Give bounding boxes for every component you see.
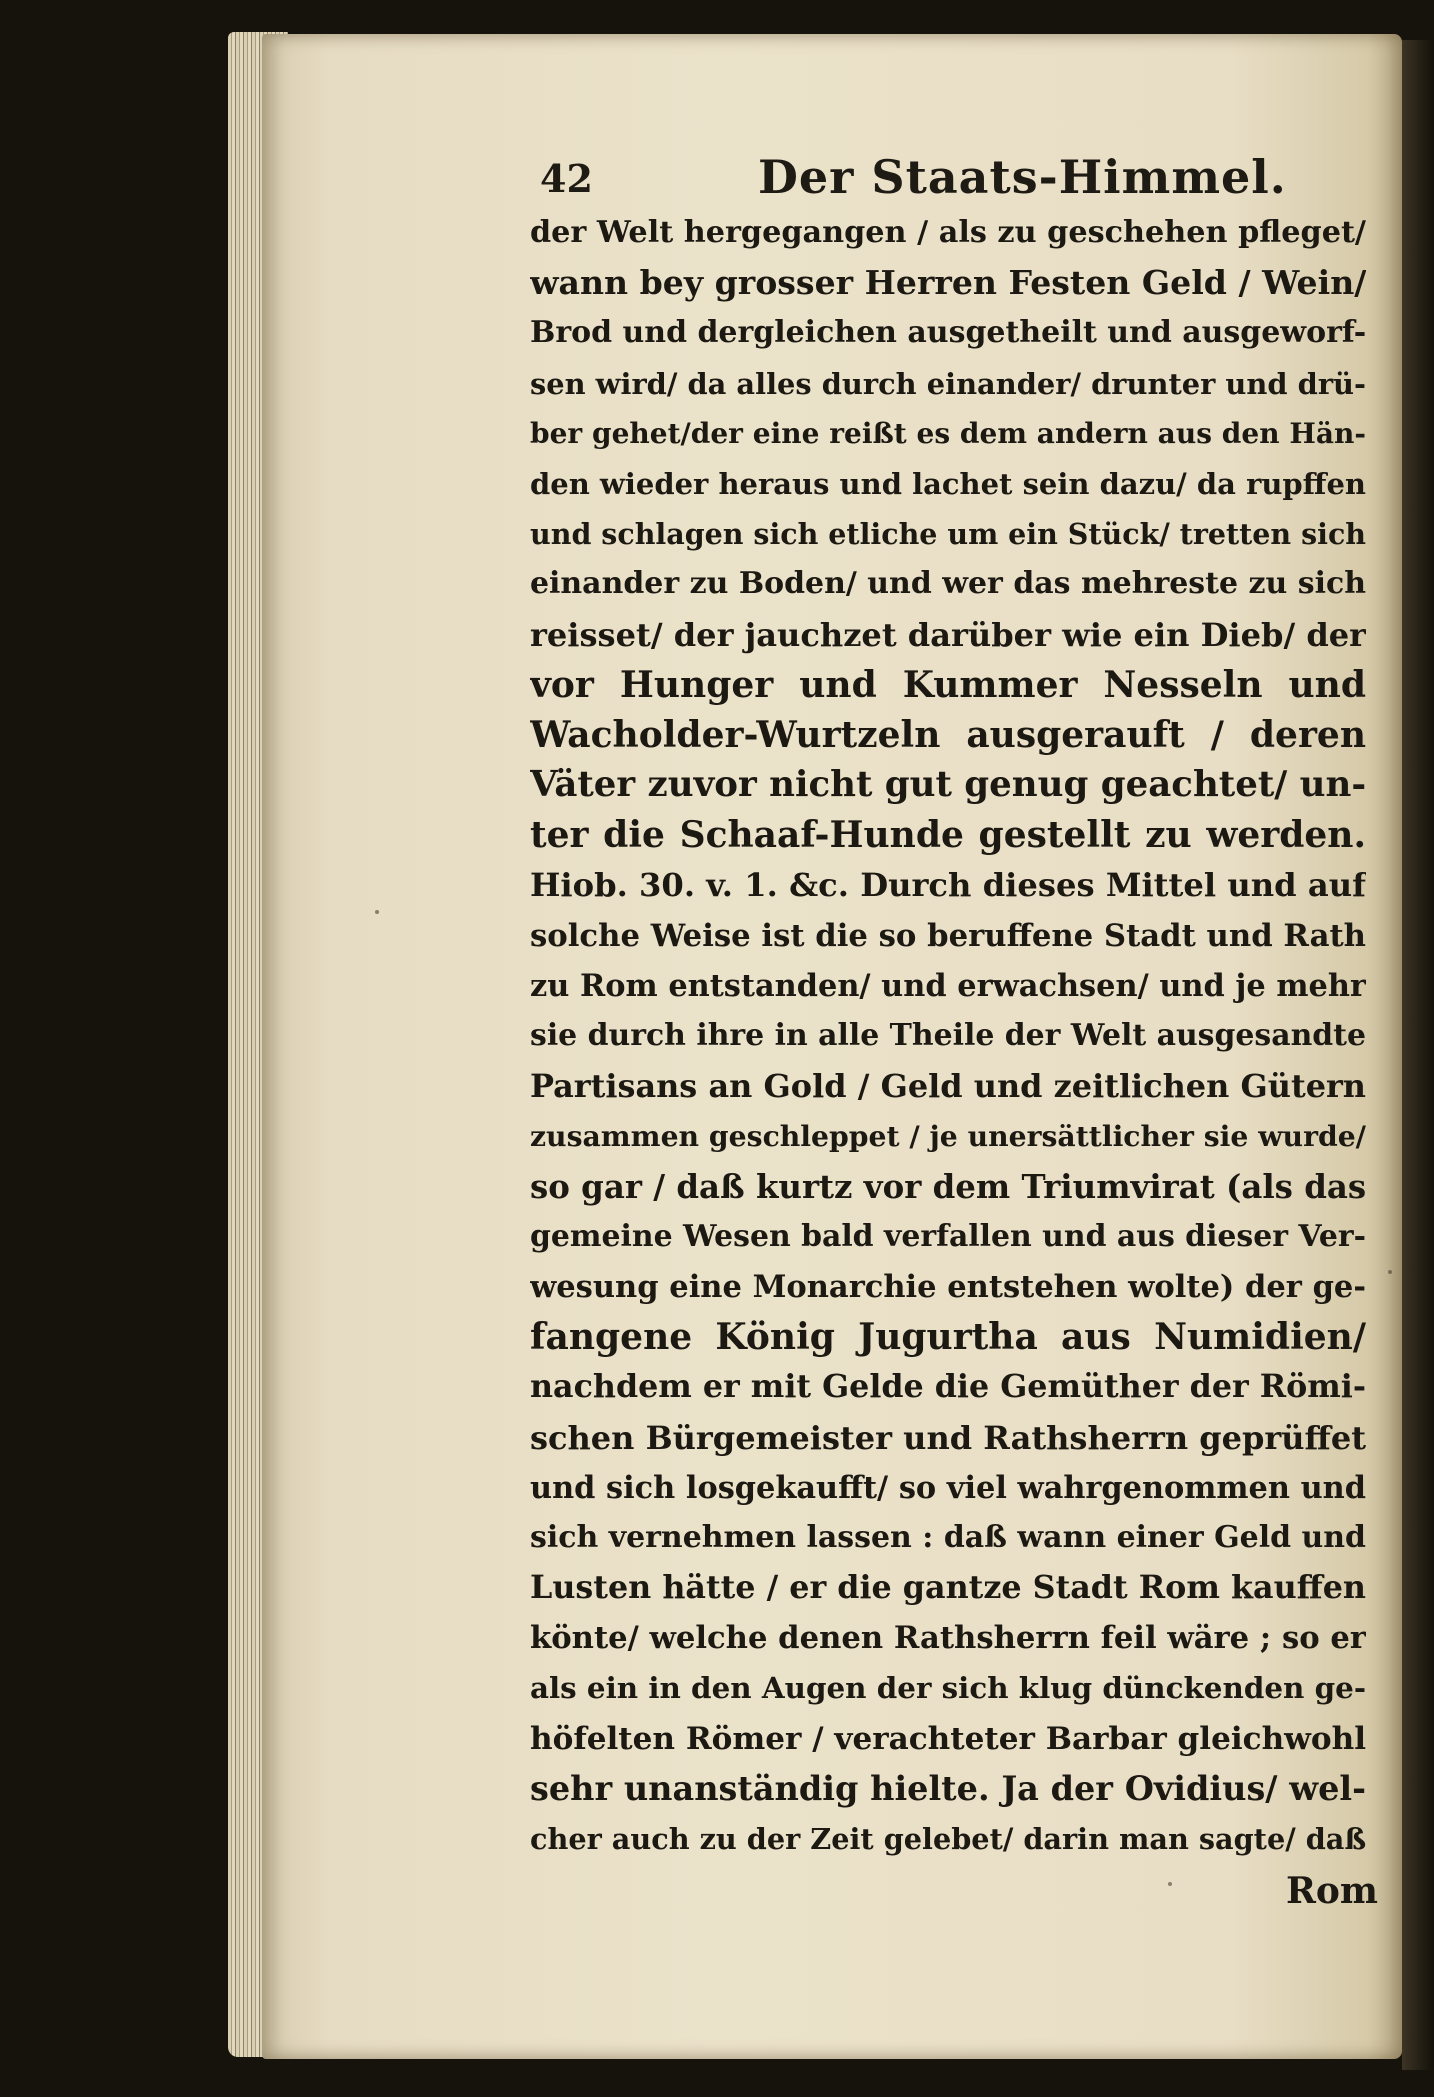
text-line: sehr unanständig hielte. Ja der Ovidius/ wel- <box>530 1768 1366 1808</box>
gutter <box>1402 40 1434 2070</box>
page-header <box>540 150 1400 210</box>
text-line: wesung eine Monarchie entstehen wolte) der ge- <box>530 1268 1366 1305</box>
text-line: reisset/ der jauchzet darüber wie ein Dieb/ der <box>530 615 1366 654</box>
text-line: sie durch ihre in alle Theile der Welt ausgesandte <box>530 1018 1366 1053</box>
text-line: Partisans an Gold / Geld und zeitlichen Gütern <box>530 1067 1366 1106</box>
text-line: höfelten Römer / verachteter Barbar gleichwohl <box>530 1720 1366 1757</box>
text-line: zu Rom entstanden/ und erwachsen/ und je mehr <box>530 967 1366 1004</box>
running-head: Der Staats-Himmel. <box>758 150 1287 204</box>
text-line: sich vernehmen lassen : daß wann einer Geld und <box>530 1519 1366 1555</box>
text-line: vor Hunger und Kummer Nesseln und <box>530 663 1366 706</box>
page-number: 42 <box>540 156 593 201</box>
text-line: Wacholder-Wurtzeln ausgerauft / deren <box>530 713 1366 756</box>
text-line: ter die Schaaf-Hunde gestellt zu werden. <box>530 814 1366 857</box>
text-line: einander zu Boden/ und wer das mehreste zu sich <box>530 566 1366 602</box>
text-line: den wieder heraus und lachet sein dazu/ da rupffen <box>530 466 1366 501</box>
text-line: als ein in den Augen der sich klug dünckenden ge- <box>530 1670 1366 1706</box>
text-line: fangene König Jugurtha aus Numidien/ <box>530 1316 1366 1359</box>
text-line: sen wird/ da alles durch einander/ drunter und drü- <box>530 366 1366 401</box>
text-line: zusammen geschleppet / je unersättlicher sie wurde/ <box>530 1119 1366 1154</box>
paper-speck <box>375 910 379 914</box>
body-text <box>530 208 1366 1864</box>
text-line: nachdem er mit Gelde die Gemüther der Römi- <box>530 1368 1366 1406</box>
text-line: wann bey grosser Herren Festen Geld / Wein/ <box>530 263 1366 303</box>
text-line: Väter zuvor nicht gut genug geachtet/ un- <box>530 764 1366 806</box>
text-line: ber gehet/der eine reißt es dem andern aus den Hän- <box>530 416 1366 450</box>
text-line: der Welt hergegangen / als zu geschehen pfleget/ <box>530 215 1366 250</box>
paper-speck <box>1168 1882 1172 1886</box>
text-line: könte/ welche denen Rathsherrn feil wäre ; so er <box>530 1620 1366 1657</box>
text-line: so gar / daß kurtz vor dem Triumvirat (als das <box>530 1167 1366 1206</box>
text-line: Hiob. 30. v. 1. &c. Durch dieses Mittel und auf <box>530 866 1366 905</box>
text-line: Lusten hätte / er die gantze Stadt Rom kauffen <box>530 1569 1366 1607</box>
text-line: und sich losgekaufft/ so viel wahrgenommen und <box>530 1469 1366 1506</box>
text-line: cher auch zu der Zeit gelebet/ darin man sagte/ daß <box>530 1822 1366 1856</box>
text-line: solche Weise ist die so beruffene Stadt und Rath <box>530 917 1366 954</box>
text-line: gemeine Wesen bald verfallen und aus dieser Ver- <box>530 1218 1366 1254</box>
text-line: und schlagen sich etliche um ein Stück/ tretten sich <box>530 517 1366 552</box>
paper-speck <box>1388 1270 1392 1274</box>
text-line: Brod und dergleichen ausgetheilt und ausgeworf- <box>530 315 1366 351</box>
catchword: Rom <box>1286 1870 1379 1912</box>
text-line: schen Bürgemeister und Rathsherrn geprüffet <box>530 1418 1366 1457</box>
